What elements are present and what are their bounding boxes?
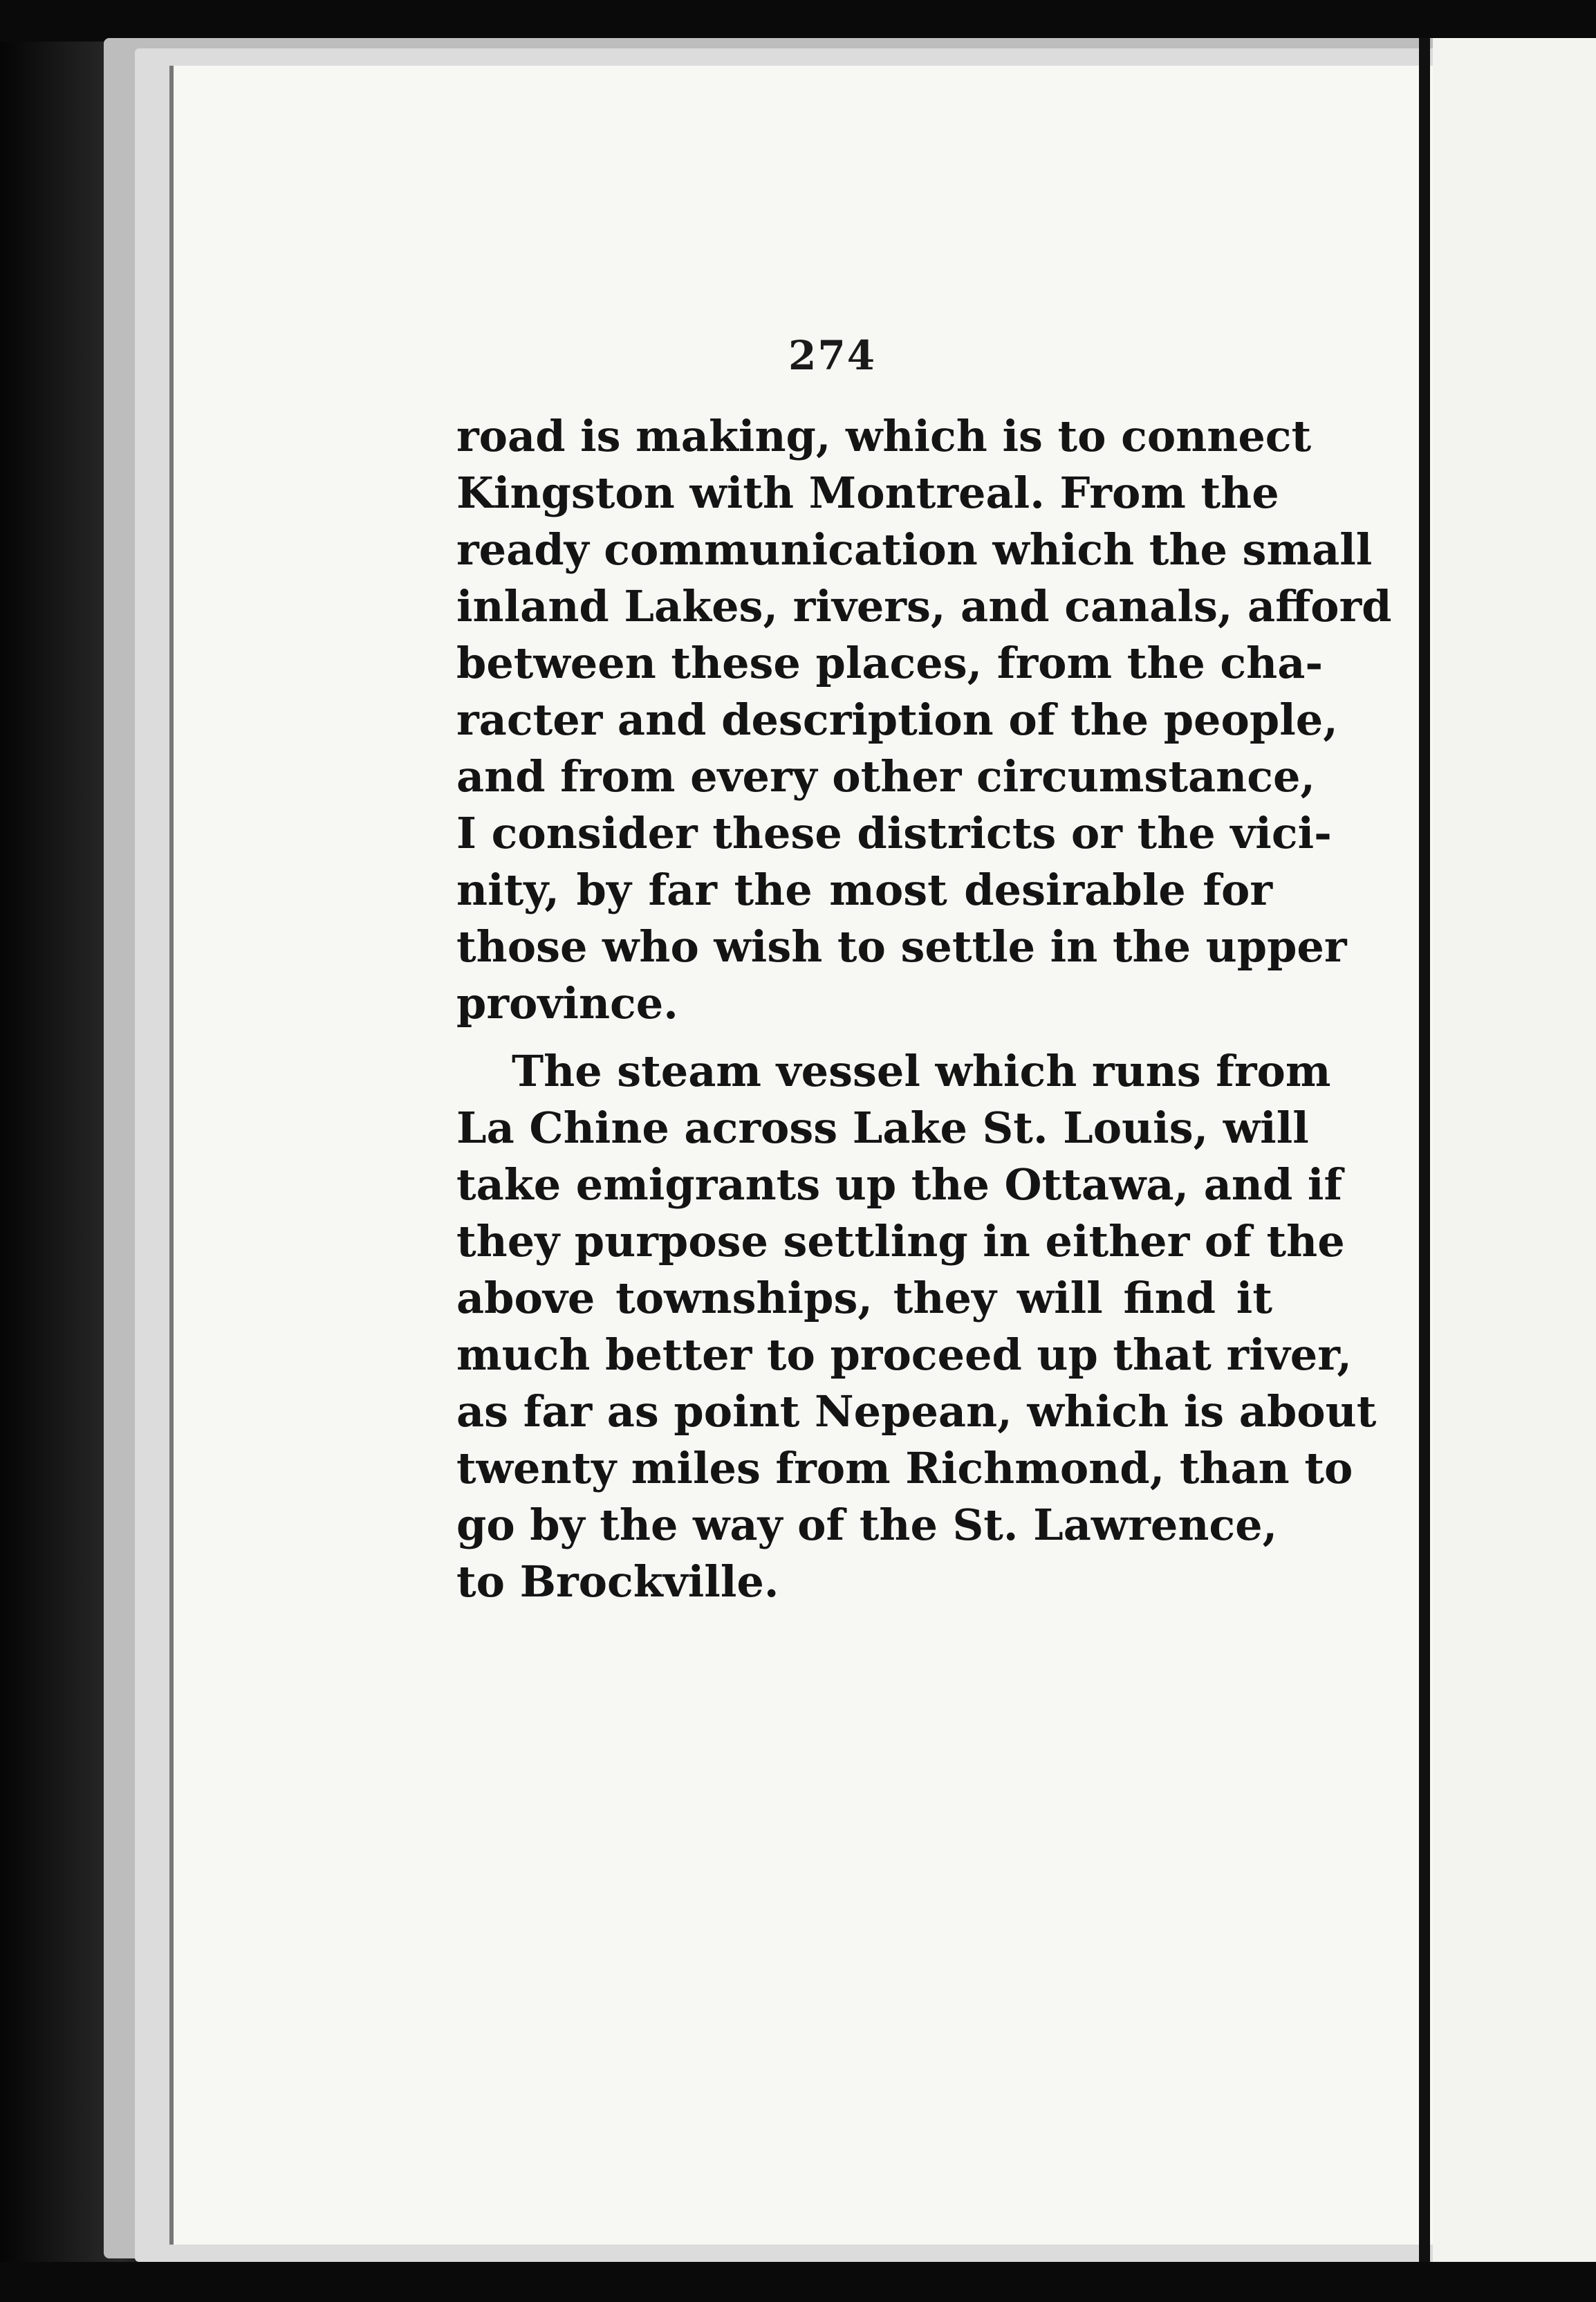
book-gutter (1419, 38, 1430, 2272)
text-line: much better to proceed up that river, (456, 1329, 1352, 1380)
text-line: as far as point Nepean, which is about (456, 1386, 1377, 1437)
text-line: twenty miles from Richmond, than to (456, 1443, 1353, 1493)
text-line: and from every other circumstance, (456, 751, 1315, 802)
paragraph-2 (456, 1043, 1377, 1610)
text-line: The steam vessel which runs from (512, 1046, 1331, 1096)
text-line: ready communication which the small (456, 524, 1373, 575)
text-line: those who wish to settle in the upper (456, 921, 1347, 972)
text-line: road is making, which is to connect (456, 411, 1312, 461)
text-line: nity, by far the most desirable for (456, 865, 1272, 915)
text-line: go by the way of the St. Lawrence, (456, 1500, 1278, 1550)
text-line: racter and description of the people, (456, 694, 1338, 745)
text-line: I consider these districts or the vici- (456, 808, 1332, 858)
text-line: La Chine across Lake St. Louis, will (456, 1103, 1309, 1153)
text-line: take emigrants up the Ottawa, and if (456, 1159, 1343, 1210)
text-line: to Brockville. (456, 1556, 779, 1607)
facing-page (1433, 38, 1596, 2272)
text-line: they purpose settling in either of the (456, 1216, 1345, 1267)
paragraph-gap (456, 1032, 1272, 1043)
scan-bottom-band (0, 2262, 1596, 2302)
text-line: between these places, from the cha- (456, 638, 1324, 688)
paragraph-1 (456, 408, 1392, 1032)
text-line: above townships, they will find it (456, 1273, 1272, 1323)
page-number: 274 (788, 332, 877, 379)
text-line: Kingston with Montreal. From the (456, 468, 1279, 518)
text-line: inland Lakes, rivers, and canals, afford (456, 581, 1392, 632)
page-text (456, 408, 1392, 1610)
text-line: province. (456, 978, 678, 1029)
